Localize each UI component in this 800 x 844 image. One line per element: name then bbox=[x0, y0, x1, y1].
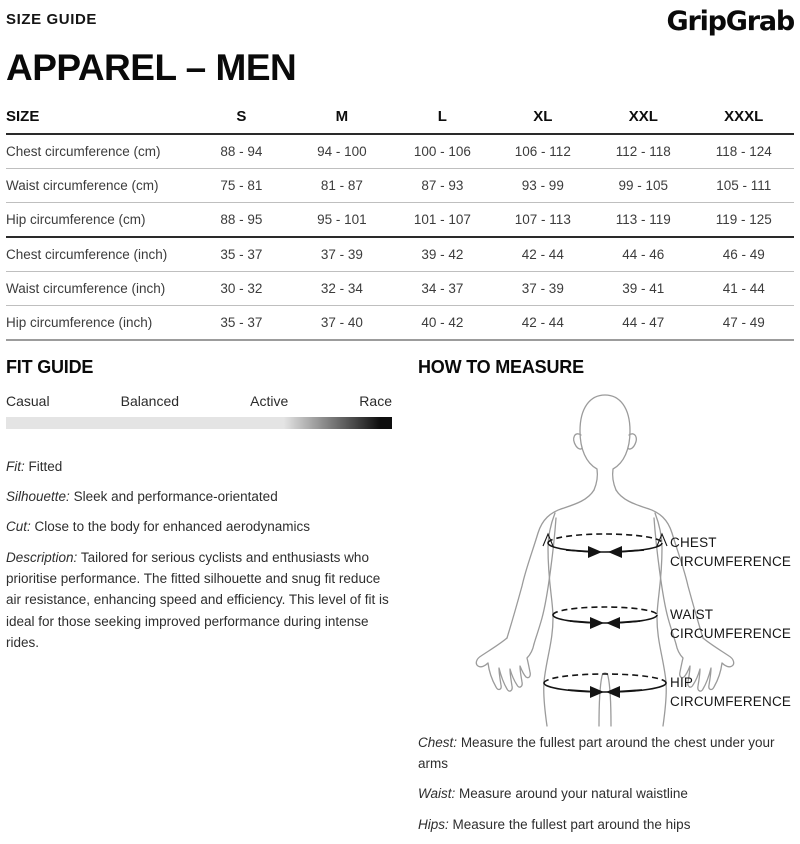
how-to-measure-section bbox=[418, 357, 794, 844]
column-header-m: M bbox=[335, 107, 349, 125]
table-header-row bbox=[6, 101, 794, 134]
fit-attribute: Cut: Close to the body for enhanced aerodynamics bbox=[6, 519, 310, 535]
fit-attribute: Silhouette: Sleek and performance-orientated bbox=[6, 488, 278, 504]
table-row bbox=[6, 237, 794, 272]
waist-left-arrow-head bbox=[590, 617, 604, 629]
cell-value: 37 - 40 bbox=[320, 314, 363, 330]
cell-value: 46 - 49 bbox=[722, 246, 765, 262]
table-row bbox=[6, 134, 794, 169]
measure-instructions bbox=[418, 732, 794, 835]
fit-scale-bar bbox=[6, 417, 392, 429]
table-row bbox=[6, 168, 794, 202]
cell-value: 40 - 42 bbox=[421, 314, 464, 330]
cell-value: 93 - 99 bbox=[521, 177, 564, 193]
hip-left-arrow-head bbox=[590, 686, 604, 698]
cell-value: 44 - 47 bbox=[622, 314, 665, 330]
row-label: Chest circumference (cm) bbox=[6, 143, 161, 159]
cell-value: 37 - 39 bbox=[521, 280, 564, 296]
table-row bbox=[6, 305, 794, 340]
measurement-figure bbox=[418, 380, 794, 728]
chest-solid-arc bbox=[548, 543, 662, 552]
cell-value: 47 - 49 bbox=[722, 314, 765, 330]
waist-measurement bbox=[553, 607, 657, 629]
cell-value: 95 - 101 bbox=[317, 211, 367, 227]
cell-value: 44 - 46 bbox=[622, 246, 665, 262]
cell-value: 118 - 124 bbox=[715, 143, 772, 159]
fit-guide-section bbox=[6, 357, 392, 844]
measure-instruction: Waist: Measure around your natural waistline bbox=[418, 786, 688, 802]
chest-dashed-arc bbox=[548, 534, 662, 543]
fit-guide-heading: FIT GUIDE bbox=[6, 356, 94, 377]
chest-measurement bbox=[543, 534, 667, 558]
row-label: Chest circumference (inch) bbox=[6, 246, 168, 262]
fit-attribute: Description: Tailored for serious cyclists and enthusiasts who prioritise performance. The fitted silhouette and snug fit reduce air resistance, enhancing speed and efficiency. This level of fit is ideal for those seeking improved performance during intense rides. bbox=[6, 549, 389, 650]
cell-value: 88 - 94 bbox=[220, 143, 263, 159]
waist-left-arrow-tail bbox=[570, 621, 590, 623]
fit-scale-labels bbox=[6, 393, 392, 409]
table-row bbox=[6, 202, 794, 237]
column-header-size: SIZE bbox=[6, 107, 40, 125]
scale-label-active: Active bbox=[250, 392, 289, 409]
cell-value: 119 - 125 bbox=[715, 211, 772, 227]
hip-right-arrow-head bbox=[606, 686, 620, 698]
column-header-xl: XL bbox=[533, 107, 553, 125]
scale-label-race: Race bbox=[359, 392, 392, 409]
row-label: Waist circumference (cm) bbox=[6, 177, 159, 193]
row-label: Hip circumference (inch) bbox=[6, 314, 153, 330]
chest-left-arrow-tail bbox=[566, 550, 588, 552]
cell-value: 41 - 44 bbox=[722, 280, 765, 296]
cell-value: 39 - 41 bbox=[622, 280, 665, 296]
cell-value: 105 - 111 bbox=[716, 177, 772, 193]
cell-value: 42 - 44 bbox=[521, 246, 564, 262]
chest-left-arrow-head bbox=[588, 546, 602, 558]
hip-solid-arc bbox=[544, 683, 666, 692]
figure-label-waist: WAIST CIRCUMFERENCE bbox=[670, 606, 792, 642]
cell-value: 34 - 37 bbox=[421, 280, 464, 296]
size-table bbox=[6, 101, 794, 341]
cell-value: 94 - 100 bbox=[317, 143, 367, 159]
brand-logo: GripGrab bbox=[666, 6, 794, 37]
fit-attribute: Fit: Fitted bbox=[6, 458, 63, 474]
cell-value: 87 - 93 bbox=[421, 177, 464, 193]
chest-right-arrow-tail bbox=[622, 550, 644, 552]
cell-value: 35 - 37 bbox=[220, 314, 263, 330]
cell-value: 30 - 32 bbox=[220, 280, 263, 296]
left-shoulder-arm bbox=[507, 490, 594, 638]
lower-columns bbox=[6, 357, 794, 844]
waist-right-arrow-tail bbox=[620, 621, 640, 623]
hip-measurement bbox=[544, 674, 666, 698]
cell-value: 100 - 106 bbox=[413, 143, 471, 159]
measure-instruction: Hips: Measure the fullest part around the hips bbox=[418, 816, 691, 832]
cell-value: 81 - 87 bbox=[320, 177, 363, 193]
chest-right-arrow-head bbox=[608, 546, 622, 558]
measure-instruction: Chest: Measure the fullest part around the chest under your arms bbox=[418, 734, 775, 771]
waist-dashed-arc bbox=[553, 607, 657, 615]
head-outline bbox=[580, 395, 630, 490]
cell-value: 113 - 119 bbox=[615, 211, 671, 227]
cell-value: 35 - 37 bbox=[220, 246, 263, 262]
table-row bbox=[6, 271, 794, 305]
fit-attributes bbox=[6, 456, 392, 654]
figure-label-chest: CHEST CIRCUMFERENCE bbox=[670, 534, 792, 570]
cell-value: 106 - 112 bbox=[514, 143, 571, 159]
column-header-xxl: XXL bbox=[628, 107, 658, 125]
cell-value: 39 - 42 bbox=[421, 246, 464, 262]
size-guide-label: SIZE GUIDE bbox=[6, 11, 98, 28]
scale-label-casual: Casual bbox=[6, 392, 50, 409]
cell-value: 112 - 118 bbox=[615, 143, 671, 159]
figure-label-hip: HIP CIRCUMFERENCE bbox=[670, 674, 792, 710]
cell-value: 107 - 113 bbox=[514, 211, 571, 227]
cell-value: 32 - 34 bbox=[320, 280, 363, 296]
row-label: Waist circumference (inch) bbox=[6, 280, 166, 296]
crotch-line bbox=[599, 673, 611, 726]
waist-solid-arc bbox=[553, 615, 657, 623]
cell-value: 88 - 95 bbox=[220, 211, 263, 227]
cell-value: 42 - 44 bbox=[521, 314, 564, 330]
row-label: Hip circumference (cm) bbox=[6, 211, 146, 227]
cell-value: 101 - 107 bbox=[413, 211, 471, 227]
column-header-s: S bbox=[236, 107, 247, 125]
cell-value: 37 - 39 bbox=[320, 246, 363, 262]
page-title: APPAREL – MEN bbox=[6, 47, 297, 88]
hip-dashed-arc bbox=[544, 674, 666, 683]
cell-value: 75 - 81 bbox=[220, 177, 263, 193]
left-hand bbox=[476, 638, 534, 691]
scale-label-balanced: Balanced bbox=[120, 392, 180, 409]
column-header-xxxl: XXXL bbox=[724, 107, 764, 125]
column-header-l: L bbox=[437, 107, 447, 125]
cell-value: 99 - 105 bbox=[618, 177, 669, 193]
top-bar bbox=[6, 8, 794, 42]
how-to-measure-heading: HOW TO MEASURE bbox=[418, 356, 584, 377]
waist-right-arrow-head bbox=[606, 617, 620, 629]
